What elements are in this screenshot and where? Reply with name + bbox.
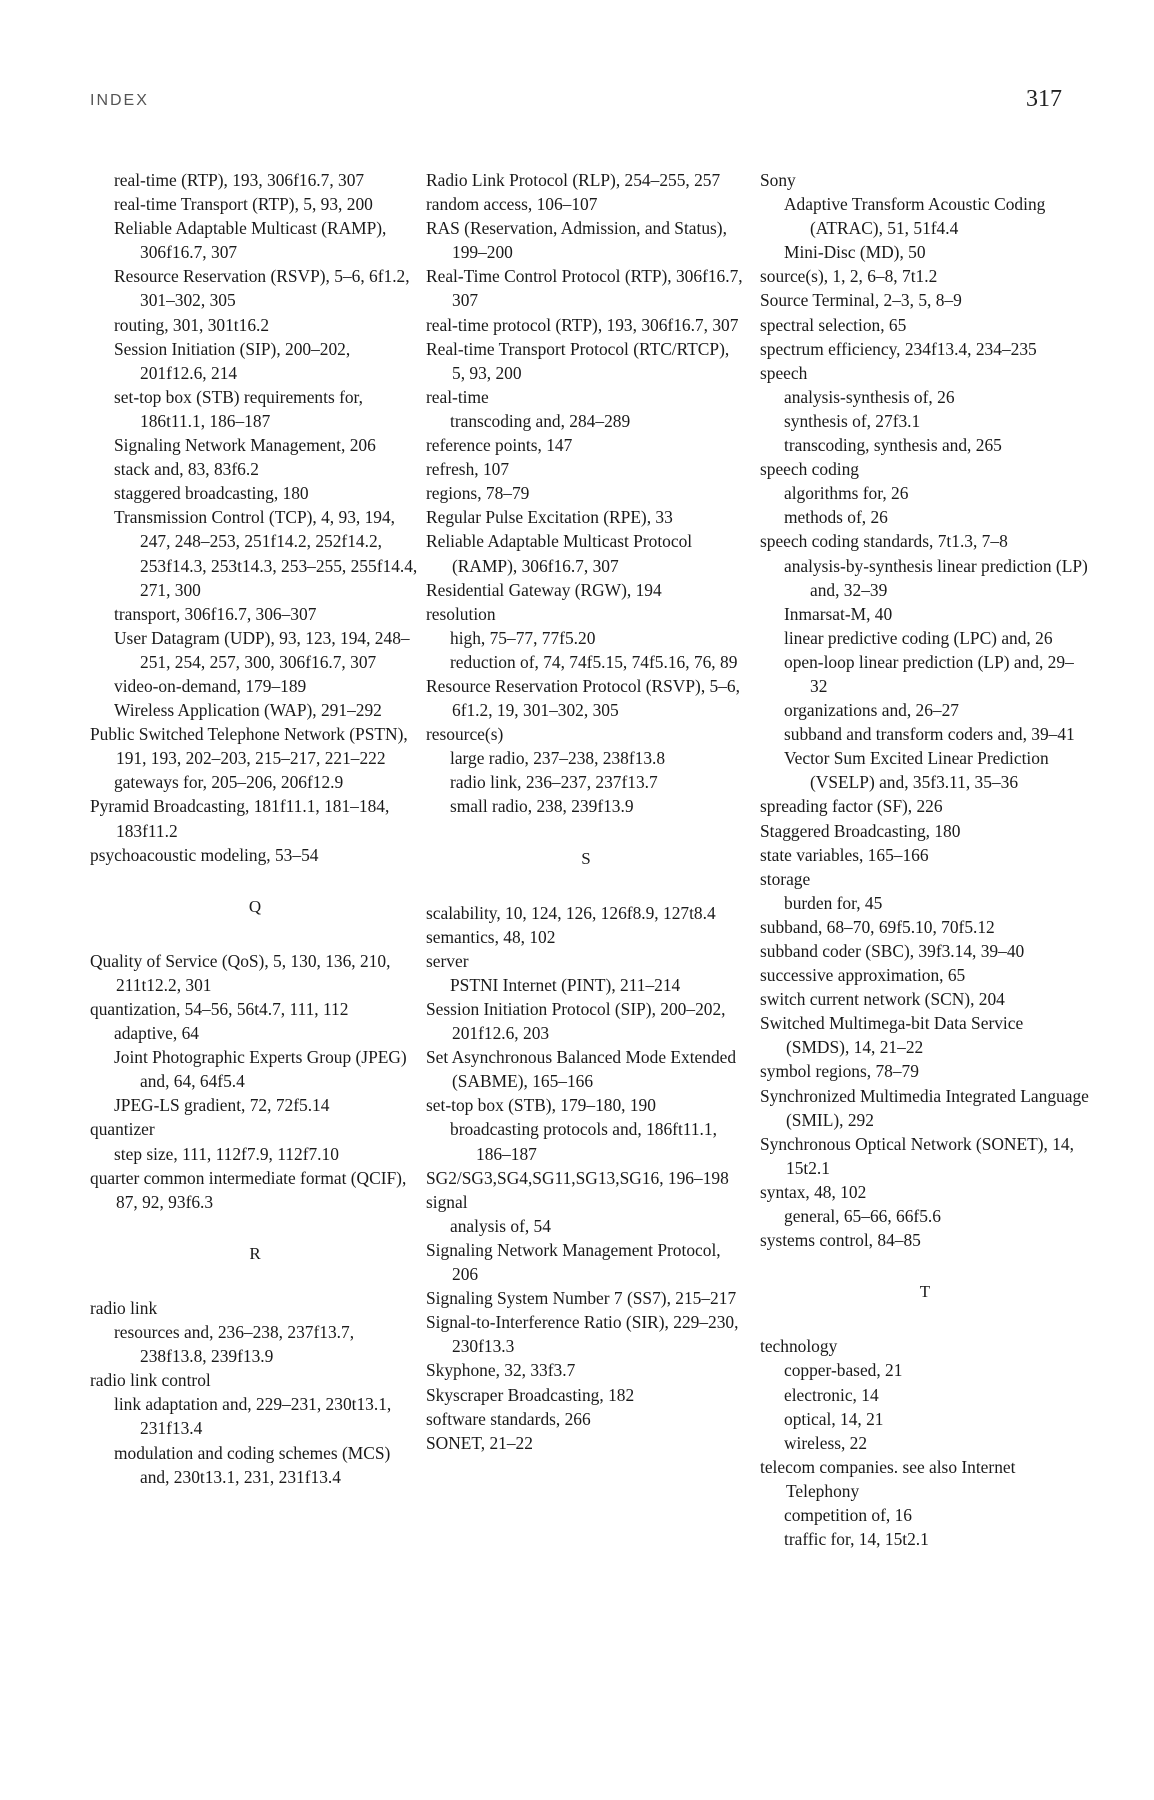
index-entry: SONET, 21–22 <box>426 1432 533 1453</box>
index-entry: Resource Reservation Protocol (RSVP), 5–6, 6f1.2, 19, 301–302, 305 <box>426 675 740 721</box>
index-entry: speech coding standards, 7t1.3, 7–8 <box>760 531 1008 552</box>
index-entry: syntax, 48, 102 <box>760 1181 867 1202</box>
index-subentry: reduction of, 74, 74f5.15, 74f5.16, 76, 89 <box>450 651 738 672</box>
section-letter: S <box>581 848 591 868</box>
index-subentry: wireless, 22 <box>784 1432 868 1453</box>
index-subentry: real-time Transport (RTP), 5, 93, 200 <box>114 194 373 215</box>
index-subentry: competition of, 16 <box>784 1504 912 1525</box>
index-entry: subband, 68–70, 69f5.10, 70f5.12 <box>760 916 995 937</box>
index-subentry: traffic for, 14, 15t2.1 <box>784 1529 929 1550</box>
index-subentry: small radio, 238, 239f13.9 <box>450 796 634 817</box>
index-entry: RAS (Reservation, Admission, and Status), 199–200 <box>426 218 727 263</box>
index-subentry: algorithms for, 26 <box>784 483 909 504</box>
index-entry: random access, 106–107 <box>426 194 598 215</box>
index-entry: SG2/SG3,SG4,SG11,SG13,SG16, 196–198 <box>426 1167 729 1188</box>
index-entry: signal <box>426 1191 468 1212</box>
index-entry: Switched Multimega-bit Data Service (SMDS), 14, 21–22 <box>760 1013 1024 1058</box>
index-entry: Reliable Adaptable Multicast Protocol (RAMP), 306f16.7, 307 <box>426 531 693 576</box>
index-entry: server <box>426 950 469 971</box>
index-column-3 <box>760 168 1090 1551</box>
index-entry: regions, 78–79 <box>426 483 530 504</box>
index-entry: successive approximation, 65 <box>760 965 966 986</box>
index-entry: Real-Time Control Protocol (RTP), 306f16.7, 307 <box>426 266 743 311</box>
index-subentry: copper-based, 21 <box>784 1360 903 1381</box>
index-subentry: staggered broadcasting, 180 <box>114 483 309 504</box>
index-subentry: Transmission Control (TCP), 4, 93, 194, 247, 248–253, 251f14.2, 252f14.2, 253f14.3, 253t14.3, 253–255, 255f14.4, 271, 300 <box>114 507 418 600</box>
index-subentry: User Datagram (UDP), 93, 123, 194, 248–251, 254, 257, 300, 306f16.7, 307 <box>114 627 410 672</box>
index-subentry: step size, 111, 112f7.9, 112f7.10 <box>114 1143 339 1164</box>
index-entry: speech <box>760 362 808 383</box>
index-subentry: open-loop linear prediction (LP) and, 29–32 <box>784 651 1074 696</box>
index-entry: reference points, 147 <box>426 435 573 456</box>
index-subentry: adaptive, 64 <box>114 1023 199 1044</box>
index-entry: semantics, 48, 102 <box>426 926 556 947</box>
index-subentry: general, 65–66, 66f5.6 <box>784 1206 941 1227</box>
index-entry: systems control, 84–85 <box>760 1230 921 1251</box>
index-subentry: Inmarsat-M, 40 <box>784 603 893 624</box>
index-entry: scalability, 10, 124, 126, 126f8.9, 127t8.4 <box>426 902 716 923</box>
index-entry: Quality of Service (QoS), 5, 130, 136, 210, 211t12.2, 301 <box>90 950 391 995</box>
index-entry: Regular Pulse Excitation (RPE), 33 <box>426 507 673 528</box>
index-entry: psychoacoustic modeling, 53–54 <box>90 844 319 865</box>
index-entry: Sony <box>760 170 796 190</box>
index-entry: Skyphone, 32, 33f3.7 <box>426 1360 576 1381</box>
index-entry: Signal-to-Interference Ratio (SIR), 229–230, 230f13.3 <box>426 1312 739 1357</box>
section-letter: R <box>249 1243 261 1263</box>
index-entry: quarter common intermediate format (QCIF), 87, 92, 93f6.3 <box>90 1167 407 1212</box>
index-entry: speech coding <box>760 459 859 480</box>
index-entry: Radio Link Protocol (RLP), 254–255, 257 <box>426 170 721 190</box>
index-subentry: high, 75–77, 77f5.20 <box>450 627 596 648</box>
index-subentry: Joint Photographic Experts Group (JPEG) and, 64, 64f5.4 <box>114 1047 407 1092</box>
index-entry: real-time <box>426 386 489 407</box>
index-subentry: JPEG-LS gradient, 72, 72f5.14 <box>114 1095 330 1116</box>
index-subentry: linear predictive coding (LPC) and, 26 <box>784 627 1053 648</box>
index-subentry: real-time (RTP), 193, 306f16.7, 307 <box>114 170 365 190</box>
index-entry: switch current network (SCN), 204 <box>760 989 1005 1010</box>
index-entry: spectrum efficiency, 234f13.4, 234–235 <box>760 338 1037 359</box>
index-entry: quantizer <box>90 1119 155 1140</box>
index-subentry: Resource Reservation (RSVP), 5–6, 6f1.2, 301–302, 305 <box>114 266 410 311</box>
index-subentry: Reliable Adaptable Multicast (RAMP), 306f16.7, 307 <box>114 218 387 263</box>
index-subentry: set-top box (STB) requirements for, 186t11.1, 186–187 <box>114 386 363 431</box>
index-entry: telecom companies. see also Internet Telephony <box>760 1456 1016 1501</box>
index-subentry: broadcasting protocols and, 186ft11.1, 186–187 <box>450 1119 717 1164</box>
index-subentry: PSTNI Internet (PINT), 211–214 <box>450 974 681 995</box>
index-entry: Synchronized Multimedia Integrated Language (SMIL), 292 <box>760 1085 1089 1130</box>
index-subentry: transcoding and, 284–289 <box>450 410 631 431</box>
index-subentry: optical, 14, 21 <box>784 1408 884 1429</box>
index-subentry: synthesis of, 27f3.1 <box>784 410 921 431</box>
index-column-2 <box>426 168 746 1455</box>
index-subentry: transport, 306f16.7, 306–307 <box>114 603 317 624</box>
index-entry: Source Terminal, 2–3, 5, 8–9 <box>760 290 962 311</box>
index-subentry: routing, 301, 301t16.2 <box>114 314 270 335</box>
index-entry: symbol regions, 78–79 <box>760 1061 919 1082</box>
index-subentry: stack and, 83, 83f6.2 <box>114 459 259 480</box>
index-subentry: video-on-demand, 179–189 <box>114 675 307 696</box>
index-subentry: link adaptation and, 229–231, 230t13.1, 231f13.4 <box>114 1394 392 1439</box>
index-subentry: analysis of, 54 <box>450 1215 551 1236</box>
index-entry: Real-time Transport Protocol (RTC/RTCP), 5, 93, 200 <box>426 338 730 383</box>
index-entry: radio link <box>90 1297 158 1318</box>
index-subentry: Mini-Disc (MD), 50 <box>784 242 926 263</box>
index-subentry: electronic, 14 <box>784 1384 879 1405</box>
index-entry: Residential Gateway (RGW), 194 <box>426 579 662 600</box>
index-entry: quantization, 54–56, 56t4.7, 111, 112 <box>90 999 349 1019</box>
index-subentry: analysis-by-synthesis linear prediction (LP) and, 32–39 <box>784 555 1088 600</box>
running-head: INDEX <box>90 92 149 109</box>
index-entry: spreading factor (SF), 226 <box>760 796 943 817</box>
index-entry: Staggered Broadcasting, 180 <box>760 820 961 841</box>
index-subentry: large radio, 237–238, 238f13.8 <box>450 748 666 769</box>
index-entry: Pyramid Broadcasting, 181f11.1, 181–184, 183f11.2 <box>90 796 390 841</box>
index-entry: set-top box (STB), 179–180, 190 <box>426 1095 656 1116</box>
index-entry: subband coder (SBC), 39f3.14, 39–40 <box>760 941 1025 961</box>
index-subentry: Adaptive Transform Acoustic Coding (ATRAC), 51, 51f4.4 <box>784 194 1046 239</box>
index-entry: state variables, 165–166 <box>760 844 929 865</box>
index-subentry: Vector Sum Excited Linear Prediction (VSELP) and, 35f3.11, 35–36 <box>784 748 1049 793</box>
index-subentry: transcoding, synthesis and, 265 <box>784 435 1002 456</box>
index-entry: resolution <box>426 603 496 624</box>
index-entry: Skyscraper Broadcasting, 182 <box>426 1384 635 1405</box>
index-subentry: methods of, 26 <box>784 507 888 528</box>
index-subentry: burden for, 45 <box>784 892 883 913</box>
index-entry: Signaling Network Management Protocol, 206 <box>426 1239 721 1285</box>
index-entry: refresh, 107 <box>426 459 510 480</box>
index-entry: software standards, 266 <box>426 1408 591 1429</box>
index-subentry: organizations and, 26–27 <box>784 700 960 721</box>
index-subentry: analysis-synthesis of, 26 <box>784 386 955 407</box>
index-column-1 <box>90 168 420 1489</box>
index-entry: Session Initiation Protocol (SIP), 200–202, 201f12.6, 203 <box>426 999 726 1044</box>
section-letter: T <box>919 1282 931 1302</box>
index-entry: real-time protocol (RTP), 193, 306f16.7, 307 <box>426 314 739 335</box>
index-entry: spectral selection, 65 <box>760 314 907 335</box>
index-entry: storage <box>760 868 811 889</box>
index-subentry: resources and, 236–238, 237f13.7, 238f13.8, 239f13.9 <box>114 1322 355 1367</box>
index-entry: radio link control <box>90 1370 211 1391</box>
index-entry: Synchronous Optical Network (SONET), 14, 15t2.1 <box>760 1133 1074 1178</box>
index-entry: resource(s) <box>426 724 504 745</box>
index-entry: technology <box>760 1336 838 1357</box>
index-entry: Signaling System Number 7 (SS7), 215–217 <box>426 1288 737 1309</box>
section-letter: Q <box>248 896 262 916</box>
index-subentry: Wireless Application (WAP), 291–292 <box>114 700 382 721</box>
index-subentry: Session Initiation (SIP), 200–202, 201f12.6, 214 <box>114 338 351 383</box>
page-number: 317 <box>1026 86 1062 112</box>
index-subentry: radio link, 236–237, 237f13.7 <box>450 772 658 793</box>
index-subentry: modulation and coding schemes (MCS) and, 230t13.1, 231, 231f13.4 <box>114 1442 391 1487</box>
index-entry: Public Switched Telephone Network (PSTN), 191, 193, 202–203, 215–217, 221–222 <box>90 724 408 769</box>
index-subentry: Signaling Network Management, 206 <box>114 435 376 456</box>
index-entry: source(s), 1, 2, 6–8, 7t1.2 <box>760 266 938 287</box>
index-subentry: subband and transform coders and, 39–41 <box>784 724 1075 745</box>
index-entry: Set Asynchronous Balanced Mode Extended (SABME), 165–166 <box>426 1047 737 1092</box>
index-subentry: gateways for, 205–206, 206f12.9 <box>114 772 344 793</box>
